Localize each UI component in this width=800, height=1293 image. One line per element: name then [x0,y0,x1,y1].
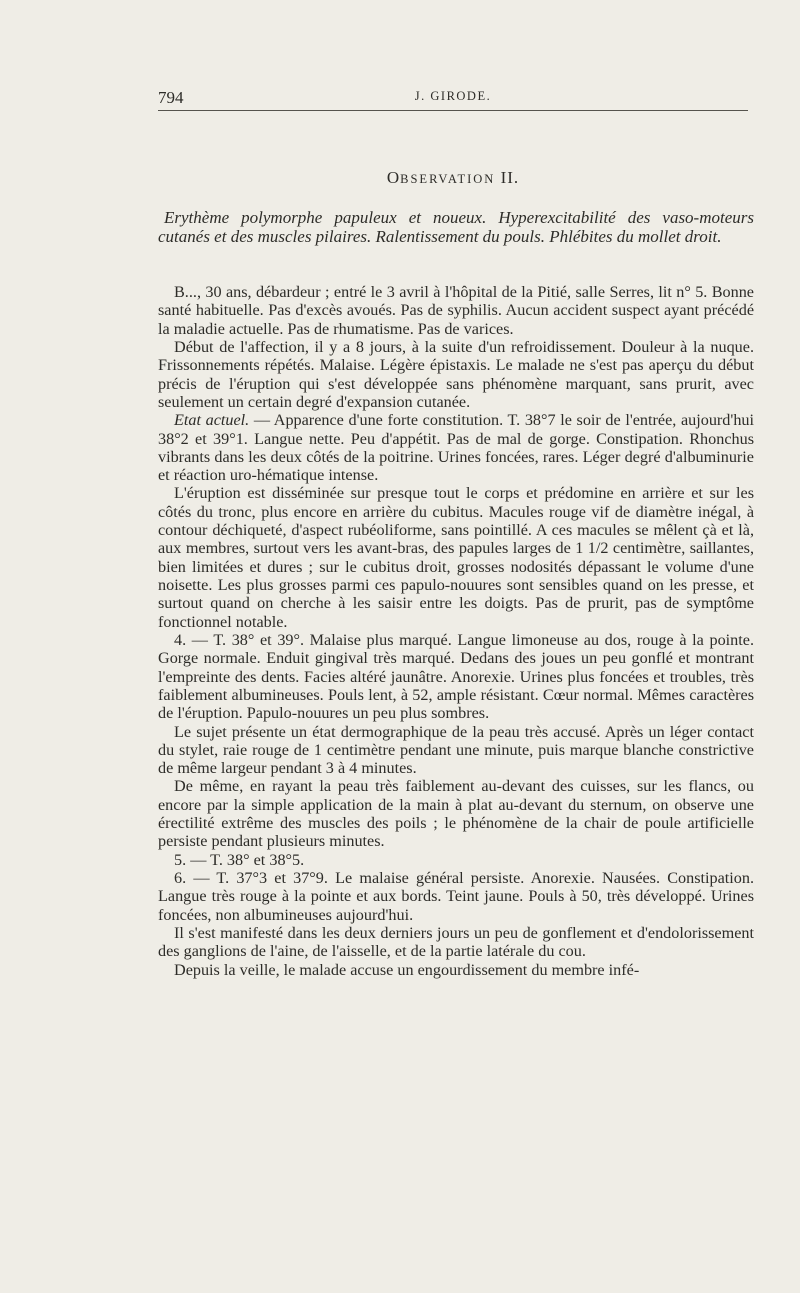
heading-smallcaps: BSERVATION [400,172,496,186]
observation-subtitle: Erythème polymorphe papuleux et noueux. Hyperexcitabilité des vaso-moteurs cutanés et des muscles pilaires. Ralentissement du pouls. Phlébites du mollet droit. [158,208,754,246]
paragraph-8: 5. — T. 38° et 38°5. [174,850,305,869]
etat-actuel-text: Apparence d'une forte constitution. T. 38°7 le soir de l'entrée, aujourd'hui 38°2 et 39°1. Langue nette. Peu d'appétit. Pas de mal de gorge. Constipation. Rhonchus vibrants dans les deux côtés de la poitrine. Urines foncées, rares. Léger degré d'albuminurie et réaction uro-hématique intense. [158,411,754,485]
paragraph-5: 4. — T. 38° et 39°. Malaise plus marqué. Langue limoneuse au dos, rouge à la pointe. Gorge normale. Enduit gingival très marqué. Dedans des joues un peu gonflé et montrant l'empreinte des dents. Facies altéré jaunâtre. Anorexie. Urines plus foncées et troubles, très faiblement albumineuses. Pouls lent, à 52, ample résistant. Cœur normal. Mêmes caractères de l'éruption. Papulo-nouures un peu plus sombres. [158,630,754,723]
observation-body [158,283,754,979]
running-head [158,88,748,111]
heading-initial: O [386,168,401,187]
section-heading [158,168,748,188]
page-number: 794 [158,88,184,107]
paragraph-4: L'éruption est disséminée sur presque tout le corps et prédomine en arrière et sur les côtés du tronc, plus encore en arrière du cubitus. Macules rouge vif de diamètre inégal, à contour déchiqueté, d'aspect rubéoliforme, sans pointillé. A ces macules se mêlent çà et là, aux membres, surtout vers les avant-bras, des papules larges de 1 1/2 centimètre, saillantes, bien limitées et dures ; sur le cubitus droit, grosses nodosités dépassant le volume d'une noisette. Les plus grosses parmi ces papulo-nouures sont sensibles quand on les presse, et surtout quand on cherche à les saisir entre les doigts. Pas de prurit, pas de symptôme fonctionnel notable. [158,484,754,631]
paragraph-2: Début de l'affection, il y a 8 jours, à la suite d'un refroidissement. Douleur à la nuque. Frissonnements répétés. Malaise. Légère épistaxis. Le malade ne s'est pas aperçu du début précis de l'éruption qui s'est développée sans phénomène marquant, sans prurit, avec seulement un certain degré d'expansion cutanée. [158,337,754,411]
heading-number: II. [495,168,520,187]
paragraph-3 [158,411,754,484]
etat-dash: — [249,411,274,430]
paragraph-6: Le sujet présente un état dermographique de la peau très accusé. Après un léger contact du stylet, raie rouge de 1 centimètre pendant une minute, puis marque blanche constrictive de même largeur pendant 3 à 4 minutes. [158,722,754,778]
paragraph-11: Depuis la veille, le malade accuse un engourdissement du membre infé- [174,960,640,979]
etat-actuel-label: Etat actuel. [174,411,250,430]
running-head-author: J. GIRODE. [414,89,492,103]
paragraph-9: 6. — T. 37°3 et 37°9. Le malaise général persiste. Anorexie. Nausées. Constipation. Langue très rouge à la pointe et aux bords. Teint jaune. Pouls à 50, très développé. Urines foncées, non albumineuses aujourd'hui. [158,869,754,924]
paragraph-1: B..., 30 ans, débardeur ; entré le 3 avril à l'hôpital de la Pitié, salle Serres, lit n° 5. Bonne santé habituelle. Pas d'excès avoués. Pas de syphilis. Aucun accident suspect ayant précédé la maladie actuelle. Pas de rhumatisme. Pas de varices. [158,283,754,338]
paragraph-7: De même, en rayant la peau très faiblement au-devant des cuisses, sur les flancs, ou encore par la simple application de la main à plat au-devant du sternum, on observe une érectilité extrême des muscles des poils ; le phénomène de la chair de poule artificielle persiste pendant plusieurs minutes. [158,777,754,851]
paragraph-10: Il s'est manifesté dans les deux derniers jours un peu de gonflement et d'endolorissement des ganglions de l'aine, de l'aisselle, et de la partie latérale du cou. [158,923,754,961]
